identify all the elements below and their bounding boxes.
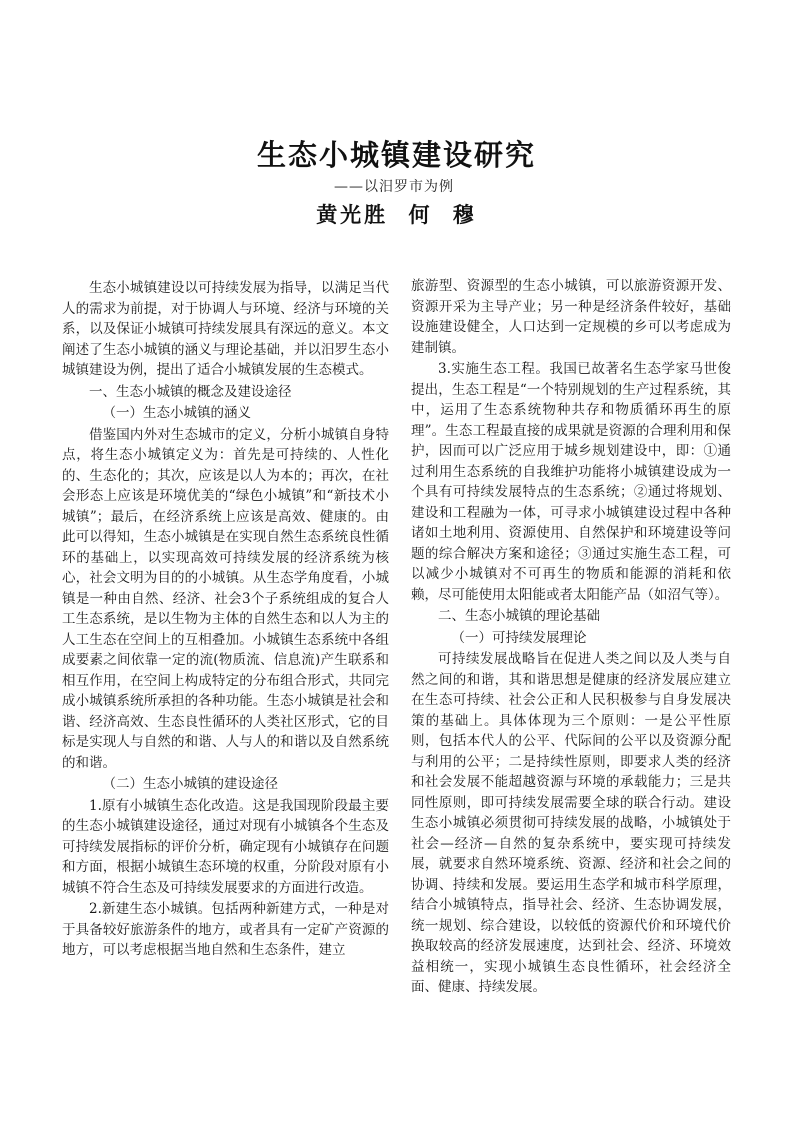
- body-paragraph: 借鉴国内外对生态城市的定义，分析小城镇自身特点，将生态小城镇定义为：首先是可持续的、人性化的、生态化的；其次，应该是以人为本的；再次，在社会形态上应该是环境优美的“绿色小城镇”和“新技术小城镇”；最后，在经济系统上应该是高效、健康的。由此可以得知，生态小城镇是在实现自然生态系统良性循环的基础上，以实现高效可持续发展的经济系统为核心，社会文明为目的的小城镇。从生态学角度看，小城镇是一种由自然、经济、社会3个子系统组成的复合人工生态系统，是以生物为主体的自然生态和以人为主的人工生态在空间上的互相叠加。小城镇生态系统中各组成要素之间依靠一定的流(物质流、信息流)产生联系和相互作用，在空间上构成特定的分布组合形式，共同完成小城镇系统所承担的各种功能。生态小城镇是社会和谐、经济高效、生态良性循环的人类社区形式，它的目标是实现人与自然的和谐、人与人的和谐以及自然系统的和谐。: [62, 426, 389, 771]
- paper-title: 生态小城镇建设研究: [256, 138, 536, 172]
- body-paragraph: 3.实施生态工程。我国已故著名生态学家马世俊提出，生态工程是“一个特别规划的生产过程系统，其中，运用了生态系统物种共存和物质循环再生的原理”。生态工程最直接的成果就是资源的合理利用和保护，因而可以广泛应用于城乡规划建设中，即：①通过利用生态系统的自我维护功能将小城镇建设成为一个具有可持续发展特点的生态系统；②通过将规划、建设和工程融为一体，可寻求小城镇建设过程中各种诸如土地利用、资源使用、自然保护和环境建设等问题的综合解决方案和途径；③通过实施生态工程，可以减少小城镇对不可再生的物质和能源的消耗和依赖，尽可能使用太阳能或者太阳能产品（如沼气等）。: [411, 361, 731, 603]
- body-paragraph: 可持续发展战略旨在促进人类之间以及人类与自然之间的和谐，其和谐思想是健康的经济发展应建立在生态可持续、社会公正和人民积极参与自身发展决策的基础上。具体体现为三个原则：一是公平性原则，包括本代人的公平、代际间的公平以及资源分配与利用的公平；二是持续性原则，即要求人类的经济和社会发展不能超越资源与环境的承载能力；三是共同性原则，即可持续发展需要全球的联合行动。建设生态小城镇必须贯彻可持续发展的战略，小城镇处于社会—经济—自然的复杂系统中，要实现可持续发展，就要求自然环境系统、资源、经济和社会之间的协调、持续和发展。要运用生态学和城市科学原理，结合小城镇特点，指导社会、经济、生态协调发展，统一规划、综合建设，以较低的资源代价和环境代价换取较高的经济发展速度，达到社会、经济、环境效益相统一，实现小城镇生态良性循环，社会经济全面、健康、持续发展。: [411, 651, 731, 995]
- body-paragraph: 生态小城镇建设以可持续发展为指导，以满足当代人的需求为前提，对于协调人与环境、经济与环境的关系，以及保证小城镇可持续发展具有深远的意义。本文阐述了生态小城镇的涵义与理论基础，并以汨罗生态小城镇建设为例，提出了适合小城镇发展的生态模式。: [62, 280, 389, 378]
- section-heading: 一、生态小城镇的概念及建设途径: [89, 383, 292, 400]
- body-paragraph: 1.原有小城镇生态化改造。这是我国现阶段最主要的生态小城镇建设途径，通过对现有小城镇各个生态及可持续发展指标的评价分析，确定现有小城镇存在问题和方面，根据小城镇生态环境的权重，分阶段对原有小城镇不符合生态及可持续发展要求的方面进行改造。: [62, 797, 389, 896]
- subsection-heading: （二）生态小城镇的建设途径: [102, 776, 278, 792]
- subsection-heading: （一）可持续发展理论: [451, 629, 587, 646]
- paper-subtitle: ——以汨罗市为例: [334, 179, 454, 195]
- continued-paragraph: 旅游型、资源型的生态小城镇，可以旅游资源开发、资源开采为主导产业；另一种是经济条件较好，基础设施建设健全，人口达到一定规模的乡可以考虑成为建制镇。: [411, 278, 731, 356]
- right-column: [411, 276, 731, 999]
- paper-authors: 黄光胜 何 穆: [316, 202, 477, 227]
- body-paragraph: 2.新建生态小城镇。包括两种新建方式，一种是对于具备较好旅游条件的地方，或者具有一定矿产资源的地方，可以考虑根据当地自然和生态条件，建立: [62, 901, 389, 958]
- left-column: [62, 278, 389, 962]
- section-heading: 二、生态小城镇的理论基础: [438, 608, 600, 624]
- subsection-heading: （一）生态小城镇的涵义: [102, 405, 251, 421]
